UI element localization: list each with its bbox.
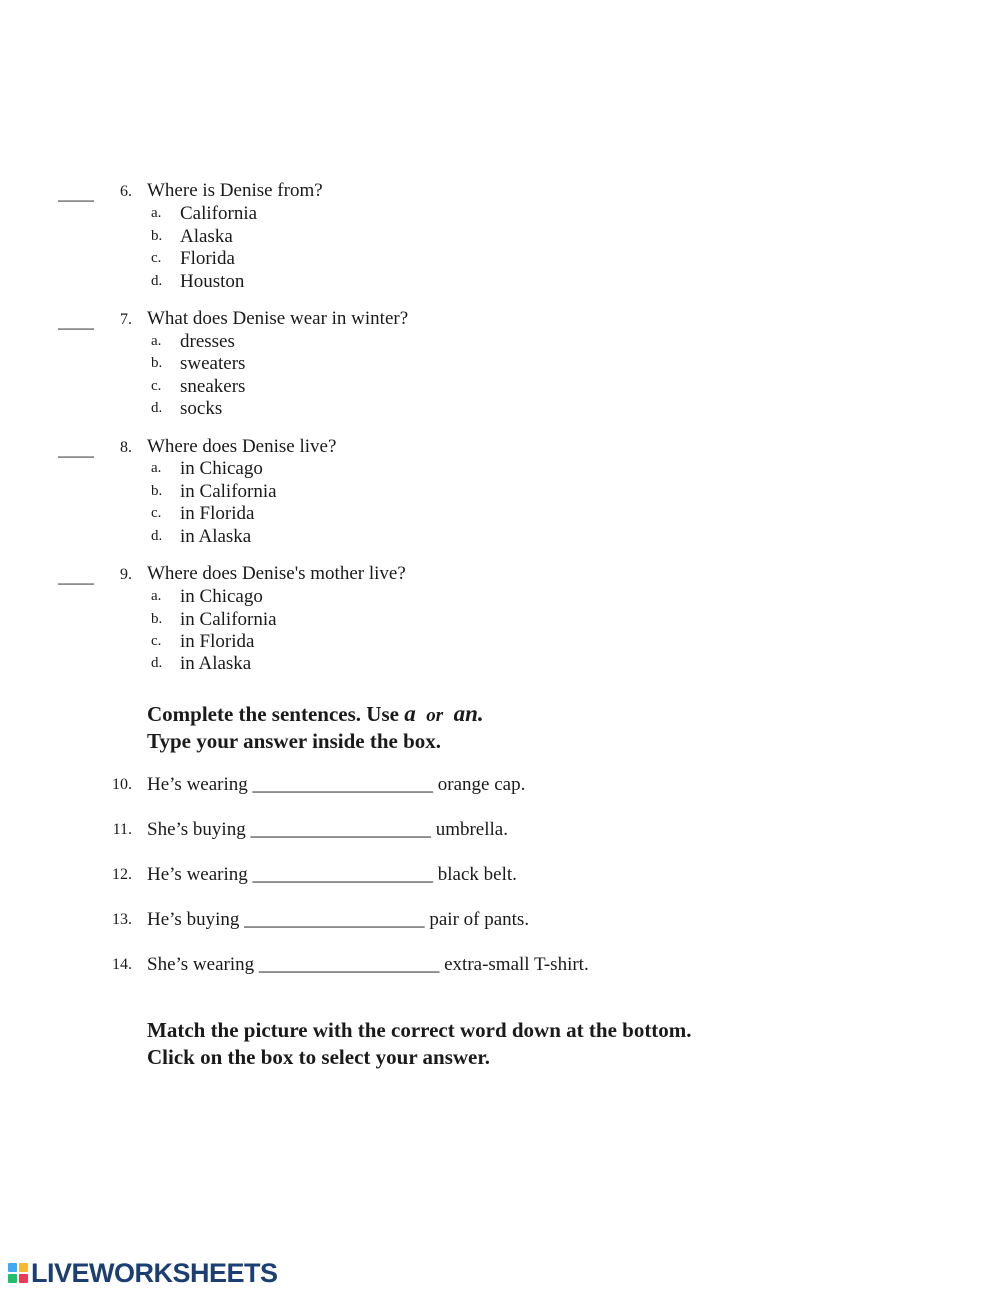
- answer-blank[interactable]: ____: [58, 311, 94, 331]
- option-letter: b.: [151, 228, 163, 244]
- section-instruction-line1: [147, 701, 484, 727]
- word-an: an.: [453, 701, 484, 726]
- logo-square: [19, 1274, 28, 1283]
- option-text: in Chicago: [180, 458, 263, 479]
- option-text: in Chicago: [180, 586, 263, 607]
- sentence-number: 10.: [112, 776, 132, 793]
- option-letter: d.: [151, 400, 163, 416]
- answer-blank[interactable]: ____: [58, 439, 94, 459]
- word-or: or: [426, 705, 444, 726]
- question-text: Where does Denise live?: [147, 436, 337, 457]
- option-letter: a.: [151, 588, 162, 604]
- sentence-number: 13.: [112, 911, 132, 928]
- sentence-number: 11.: [112, 821, 132, 838]
- option-text: in Alaska: [180, 653, 252, 674]
- option-letter: c.: [151, 505, 162, 521]
- option-letter: b.: [151, 355, 163, 371]
- sentence-number: 14.: [112, 956, 132, 973]
- question-number: 9.: [120, 566, 132, 583]
- option-text: Florida: [180, 248, 235, 269]
- option-text: Houston: [180, 271, 245, 292]
- match-instruction-line1: Match the picture with the correct word down at the bottom.: [147, 1018, 692, 1042]
- logo-text: LIVEWORKSHEETS: [31, 1257, 278, 1288]
- fill-in-sentence[interactable]: She’s buying ___________________ umbrella.: [147, 819, 508, 840]
- option-letter: d.: [151, 655, 163, 671]
- option-letter: c.: [151, 633, 162, 649]
- section-instruction-line2: Type your answer inside the box.: [147, 729, 442, 753]
- sentence-number: 12.: [112, 866, 132, 883]
- question-number: 7.: [120, 311, 132, 328]
- option-letter: b.: [151, 483, 163, 499]
- option-text: California: [180, 203, 258, 224]
- option-text: in California: [180, 481, 277, 502]
- option-letter: d.: [151, 528, 163, 544]
- option-letter: a.: [151, 205, 162, 221]
- answer-blank[interactable]: ____: [58, 183, 94, 203]
- question-number: 8.: [120, 439, 132, 456]
- logo-icon: [8, 1263, 28, 1283]
- fill-in-sentence[interactable]: He’s wearing ___________________ black belt.: [147, 864, 517, 885]
- option-text: in California: [180, 609, 277, 630]
- option-text: sneakers: [180, 376, 246, 397]
- option-letter: c.: [151, 378, 162, 394]
- question-text: What does Denise wear in winter?: [147, 308, 409, 329]
- liveworksheets-logo: [8, 1258, 278, 1288]
- option-text: dresses: [180, 331, 235, 352]
- question-text: Where does Denise's mother live?: [147, 563, 406, 584]
- fill-in-sentence[interactable]: She’s wearing ___________________ extra-small T-shirt.: [147, 954, 589, 975]
- fill-in-sentence[interactable]: He’s wearing ___________________ orange cap.: [147, 774, 526, 795]
- option-text: socks: [180, 398, 223, 419]
- question-number: 6.: [120, 183, 132, 200]
- option-letter: a.: [151, 460, 162, 476]
- answer-blank[interactable]: ____: [58, 566, 94, 586]
- fill-in-sentence[interactable]: He’s buying ___________________ pair of pants.: [147, 909, 530, 930]
- option-text: in Florida: [180, 631, 255, 652]
- logo-square: [19, 1263, 28, 1272]
- word-a: a: [404, 701, 416, 726]
- instruction-prefix: Complete the sentences. Use: [147, 702, 405, 726]
- option-text: in Alaska: [180, 526, 252, 547]
- match-instruction-line2: Click on the box to select your answer.: [147, 1045, 490, 1069]
- option-text: sweaters: [180, 353, 246, 374]
- option-letter: a.: [151, 333, 162, 349]
- option-letter: d.: [151, 273, 163, 289]
- logo-square: [8, 1274, 17, 1283]
- option-letter: b.: [151, 611, 163, 627]
- option-text: Alaska: [180, 226, 233, 247]
- question-text: Where is Denise from?: [147, 180, 323, 201]
- option-letter: c.: [151, 250, 162, 266]
- logo-square: [8, 1263, 17, 1272]
- option-text: in Florida: [180, 503, 255, 524]
